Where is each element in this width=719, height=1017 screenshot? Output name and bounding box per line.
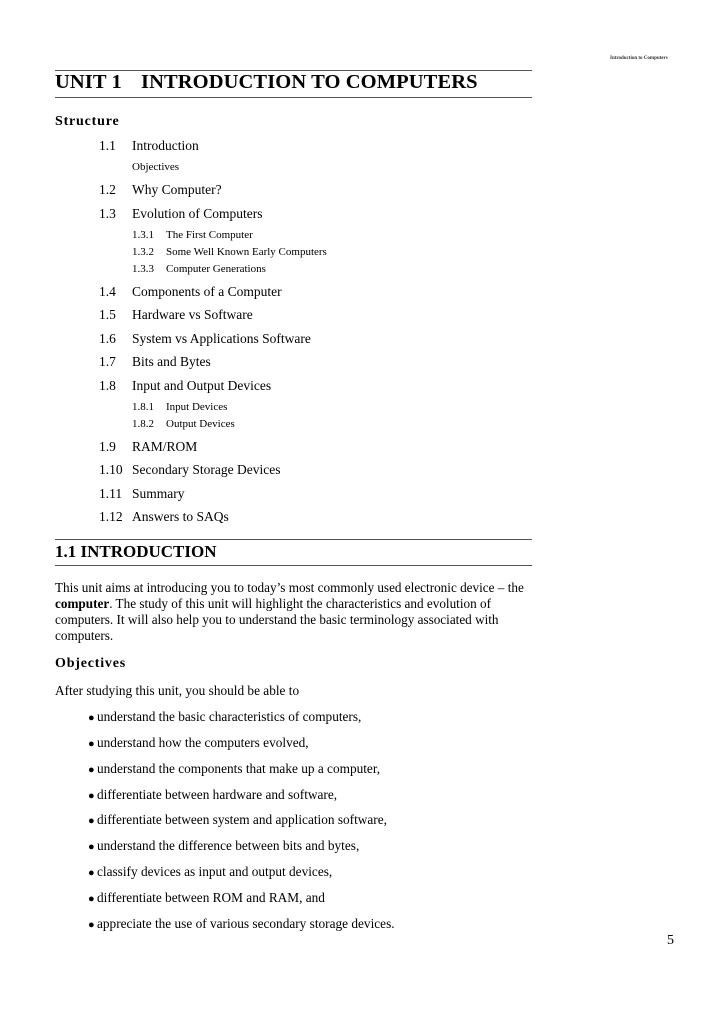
objective-bullet: ● differentiate between hardware and software, — [88, 787, 338, 802]
bullet-dot-icon: ● — [88, 712, 95, 724]
bullet-dot-icon: ● — [88, 815, 95, 827]
bullet-dot-icon: ● — [88, 841, 95, 853]
intro-paragraph: This unit aims at introducing you to today’s most commonly used electronic device – the computer. The study of this unit will highlight the characteristics and evolution of computers. It will also help you to understand the basic terminology associated with computers. — [55, 580, 524, 643]
bullet-dot-icon: ● — [88, 919, 95, 931]
bullet-dot-icon: ● — [88, 738, 95, 750]
objectives-heading: Objectives — [55, 656, 126, 671]
objective-bullet: ● understand the basic characteristics of computers, — [88, 709, 362, 724]
page-number: 5 — [667, 933, 674, 948]
unit-underline — [55, 97, 532, 98]
structure-heading: Structure — [55, 114, 120, 129]
objectives-lead-in: After studying this unit, you should be able to — [55, 683, 300, 698]
section-title: 1.1 INTRODUCTION — [55, 542, 217, 561]
bullet-dot-icon: ● — [88, 867, 95, 879]
objective-bullet: ● differentiate between system and application software, — [88, 812, 387, 827]
toc-subitem-objectives: Objectives — [132, 161, 180, 173]
unit-title: UNIT 1 INTRODUCTION TO COMPUTERS — [55, 71, 478, 93]
objective-bullet: ● appreciate the use of various secondary storage devices. — [88, 916, 395, 931]
bullet-dot-icon: ● — [88, 893, 95, 905]
objective-bullet: ● understand the components that make up a computer, — [88, 761, 381, 776]
bullet-dot-icon: ● — [88, 790, 95, 802]
section-top-rule — [55, 539, 532, 540]
objective-bullet: ● understand how the computers evolved, — [88, 735, 309, 750]
objective-bullet: ● understand the difference between bits and bytes, — [88, 838, 360, 853]
bullet-dot-icon: ● — [88, 764, 95, 776]
running-head: Introduction to Computers — [610, 56, 668, 61]
objective-bullet: ● classify devices as input and output devices, — [88, 864, 333, 879]
section-underline — [55, 565, 532, 566]
objective-bullet: ● differentiate between ROM and RAM, and — [88, 890, 325, 905]
intro-bold-term: computer — [55, 596, 110, 611]
